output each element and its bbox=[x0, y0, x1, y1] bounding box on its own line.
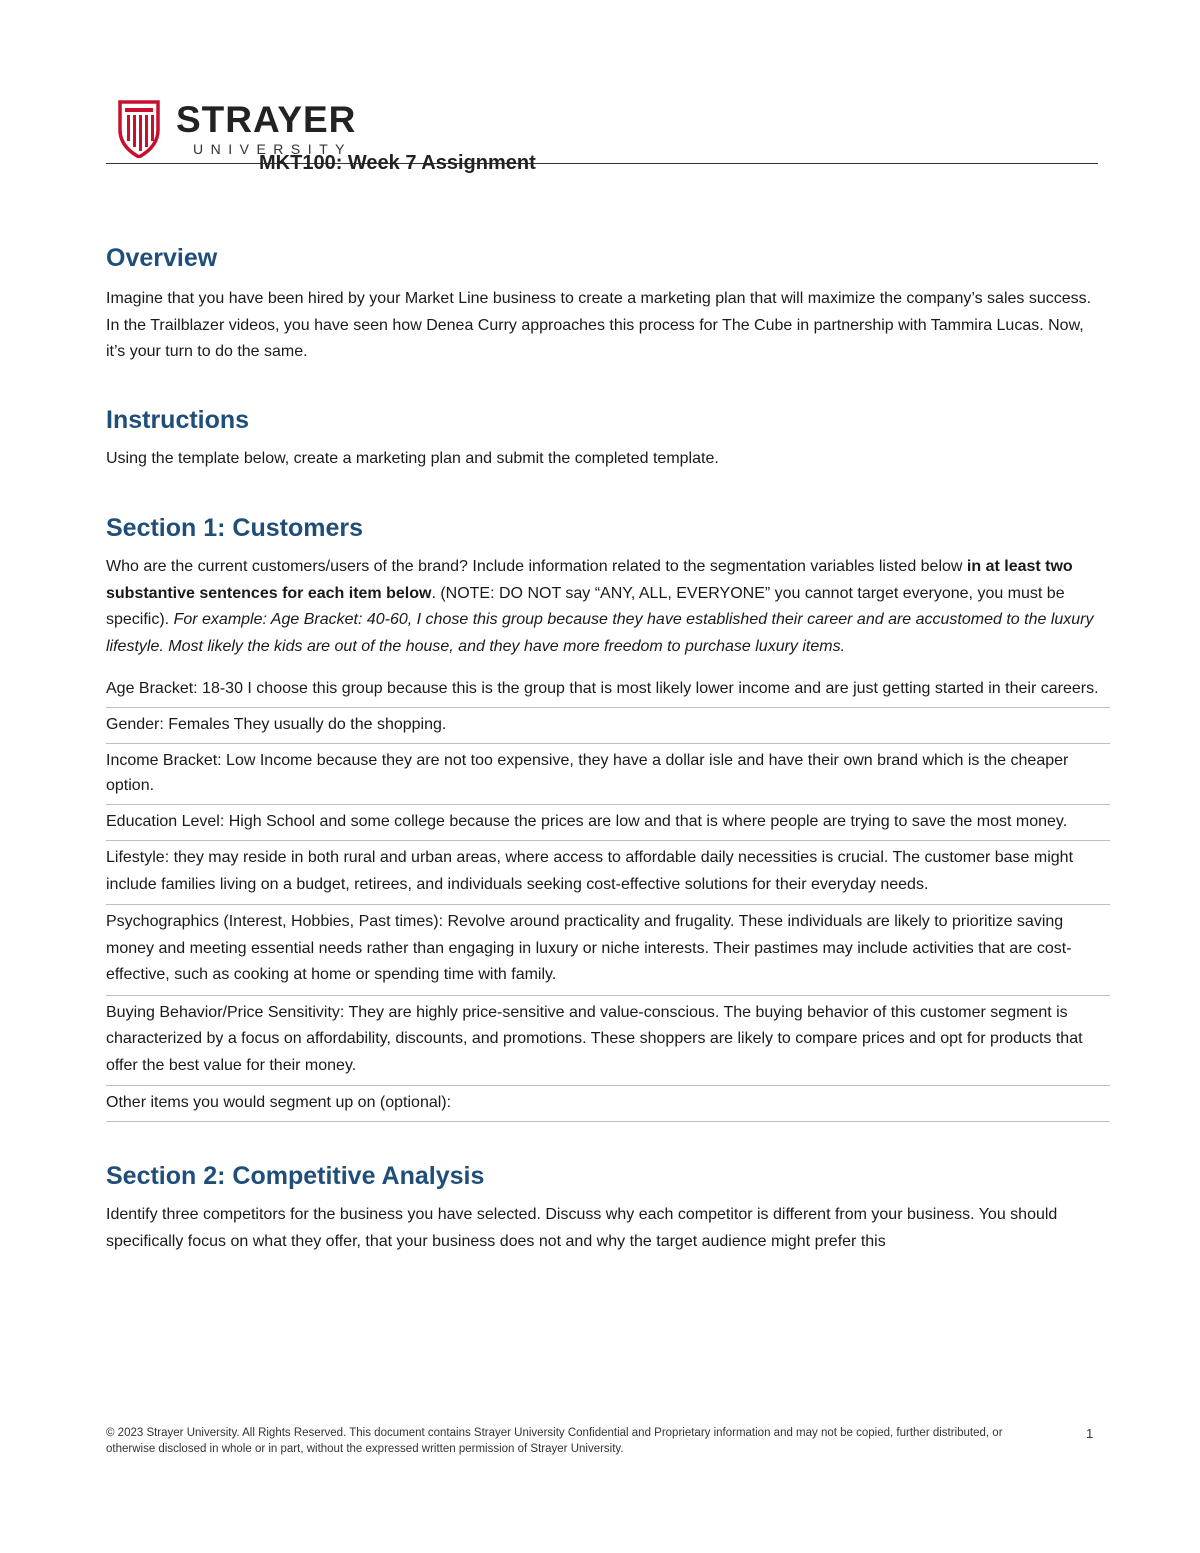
section2-text: Identify three competitors for the business you have selected. Discuss why each competitor is different from your business. You should specifically focus on what they offer, that your business does not and why the target audience might prefer this bbox=[106, 1206, 1058, 1250]
section2-heading: Section 2: Competitive Analysis bbox=[106, 1162, 485, 1190]
segment-age: Age Bracket: 18-30 I choose this group because this is the group that is most likely lower income and are just getting started in their careers. bbox=[106, 672, 1110, 708]
section1-intro-b: . (NOTE: DO NOT say “ANY, ALL, EVERYONE” you cannot target everyone, you must be specific). bbox=[106, 584, 1065, 628]
document-title: MKT100: Week 7 Assignment bbox=[259, 152, 536, 174]
section1-intro-example: For example: Age Bracket: 40-60, I chose this group because they have established their career and are accustomed to the luxury lifestyle. Most likely the kids are out of the house, and they have more freedom to purchase luxury items. bbox=[106, 611, 1094, 655]
section1-intro-a: Who are the current customers/users of the brand? Include information related to the segmentation variables listed below bbox=[106, 558, 967, 575]
segment-gender: Gender: Females They usually do the shopping. bbox=[106, 708, 1110, 744]
header-divider bbox=[106, 163, 1098, 164]
segment-buying-behavior: Buying Behavior/Price Sensitivity: They are highly price-sensitive and value-conscious. The buying behavior of this customer segment is characterized by a focus on affordability, discounts, and promotions. These shoppers are likely to compare prices and opt for products that offer the best value for their money. bbox=[106, 996, 1110, 1087]
section1-intro bbox=[106, 554, 1096, 660]
logo-wordmark: STRAYER bbox=[176, 99, 357, 140]
footer-copyright: © 2023 Strayer University. All Rights Reserved. This document contains Strayer University Confidential and Proprietary information and may not be copied, further distributed, or otherwise disclosed in whole or in part, without the expressed written permission of Strayer University. bbox=[106, 1427, 1003, 1455]
segment-lifestyle: Lifestyle: they may reside in both rural and urban areas, where access to affordable daily necessities is crucial. The customer base might include families living on a budget, retirees, and individuals seeking cost-effective solutions for their everyday needs. bbox=[106, 841, 1110, 905]
segment-psychographics: Psychographics (Interest, Hobbies, Past times): Revolve around practicality and frugality. These individuals are likely to prioritize saving money and meeting essential needs rather than engaging in luxury or niche interests. Their pastimes may include activities that are cost-effective, such as cooking at home or spending time with family. bbox=[106, 905, 1110, 996]
overview-text: Imagine that you have been hired by your Market Line business to create a marketing plan that will maximize the company’s sales success. In the Trailblazer videos, you have seen how Denea Curry approaches this process for The Cube in partnership with Tammira Lucas. Now, it’s your turn to do the same. bbox=[106, 290, 1092, 360]
section1-intro-bold: in at least two substantive sentences for each item below bbox=[106, 558, 1073, 602]
document-body bbox=[106, 236, 1099, 1255]
overview-heading: Overview bbox=[106, 244, 218, 272]
section1-heading: Section 1: Customers bbox=[106, 514, 364, 542]
segmentation-list bbox=[106, 672, 1110, 1122]
logo-subtitle: UNIVERSITY bbox=[193, 141, 353, 157]
page-number: 1 bbox=[1086, 1426, 1094, 1441]
segment-other: Other items you would segment up on (optional): bbox=[106, 1086, 1110, 1122]
instructions-heading: Instructions bbox=[106, 405, 250, 434]
segment-income: Income Bracket: Low Income because they are not too expensive, they have a dollar isle and have their own brand which is the cheaper option. bbox=[106, 744, 1110, 805]
segment-education: Education Level: High School and some college because the prices are low and that is where people are trying to save the most money. bbox=[106, 805, 1110, 841]
instructions-text: Using the template below, create a marketing plan and submit the completed template. bbox=[106, 449, 719, 467]
shield-icon bbox=[116, 100, 162, 158]
